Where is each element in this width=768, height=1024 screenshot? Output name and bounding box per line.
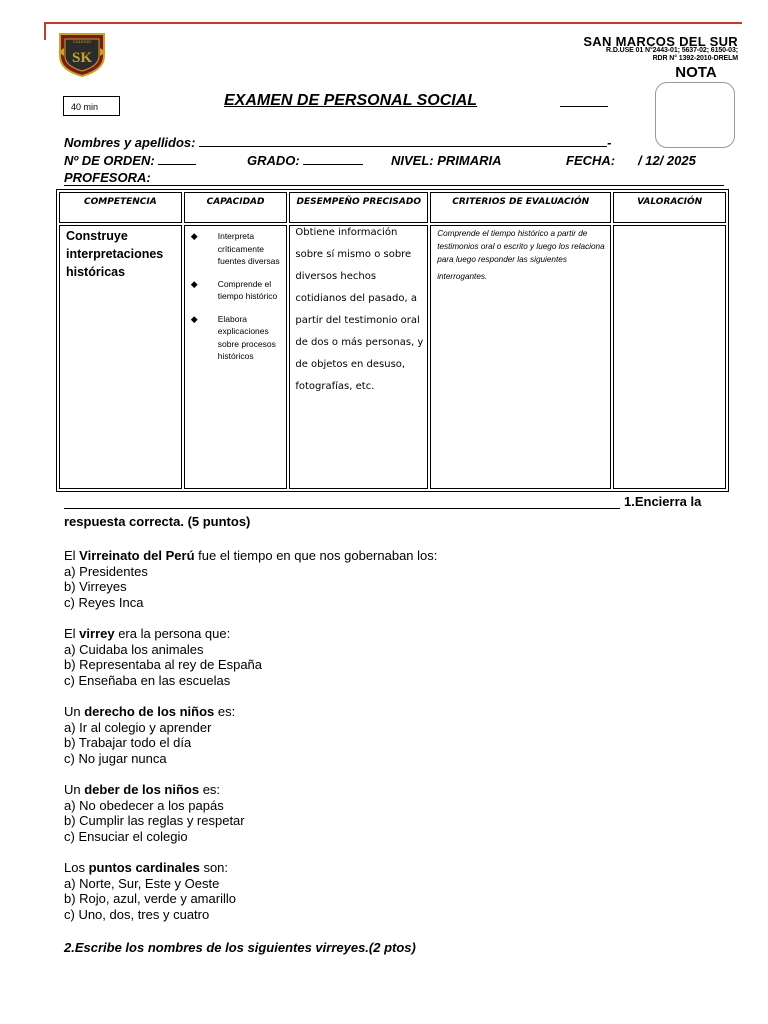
question-item bbox=[64, 860, 704, 922]
section1-title: 1.Encierra la bbox=[624, 494, 702, 509]
school-name: SAN MARCOS DEL SUR bbox=[583, 34, 738, 49]
answer-option[interactable]: a) No obedecer a los papás bbox=[64, 797, 224, 813]
question-item bbox=[64, 548, 704, 610]
answer-option[interactable]: b) Rojo, azul, verde y amarillo bbox=[64, 891, 236, 906]
exam-title: EXAMEN DE PERSONAL SOCIAL bbox=[224, 92, 478, 109]
header-competencia: COMPETENCIA bbox=[59, 192, 182, 223]
time-box: 40 min bbox=[63, 96, 120, 116]
question-item bbox=[64, 782, 704, 844]
order-field[interactable] bbox=[64, 153, 196, 168]
title-underline bbox=[560, 106, 608, 107]
answer-option[interactable]: b) Cumplir las reglas y respetar bbox=[64, 813, 245, 828]
criterios-text: Comprende el tiempo histórico a partir de testimonios oral o escrito y luego los relaciona para luego responder las siguientes interrogantes. bbox=[437, 229, 605, 282]
teacher-label: PROFESORA: bbox=[64, 170, 151, 185]
criterios-cell bbox=[430, 225, 611, 489]
grade-box[interactable] bbox=[655, 82, 735, 148]
header-capacidad: CAPACIDAD bbox=[184, 192, 288, 223]
grade-label: NOTA bbox=[675, 64, 717, 81]
answer-option[interactable]: c) Uno, dos, tres y cuatro bbox=[64, 906, 210, 922]
competencia-text: Construye interpretaciones históricas bbox=[66, 229, 164, 279]
name-label: Nombres y apellidos: bbox=[64, 135, 196, 150]
header-valoracion: VALORACIÓN bbox=[613, 192, 726, 223]
answer-option[interactable]: b) Virreyes bbox=[64, 579, 127, 594]
diamond-bullet-icon: ◆ bbox=[190, 278, 198, 289]
logo-caption: COLEGIO bbox=[72, 39, 92, 44]
capacidad-item: ◆ Elabora explicaciones sobre procesos históricos bbox=[190, 313, 276, 361]
date-label: FECHA: bbox=[566, 153, 616, 168]
diamond-bullet-icon: ◆ bbox=[190, 231, 198, 241]
answer-option[interactable]: c) No jugar nunca bbox=[64, 750, 167, 766]
question-list bbox=[64, 548, 704, 938]
capacidad-item: ◆ Interpreta críticamente fuentes diversas bbox=[190, 231, 280, 266]
section-divider bbox=[64, 508, 620, 509]
logo-monogram: SK bbox=[71, 50, 93, 66]
question-stem: Los puntos cardinales son: bbox=[64, 860, 229, 875]
school-resolution-line-2: RDR N° 1392-2010-DRELM bbox=[652, 55, 738, 62]
section2-title: 2.Escribe los nombres de los siguientes virreyes.(2 ptos) bbox=[64, 940, 416, 955]
desempeno-text: Obtiene información sobre sí mismo o sobre diversos hechos cotidianos del pasado, a partir del testimonio oral de dos o más personas, y de objetos en desuso, fotografías, etc. bbox=[295, 227, 424, 392]
name-field[interactable]: Nombres y apellidos: - bbox=[64, 135, 612, 150]
name-blank[interactable] bbox=[199, 135, 607, 147]
order-label: Nº DE ORDEN: bbox=[64, 153, 155, 168]
question-stem: El Virreinato del Perú fue el tiempo en que nos gobernaban los: bbox=[64, 548, 438, 563]
capacidad-cell bbox=[184, 225, 288, 489]
answer-option[interactable]: a) Norte, Sur, Este y Oeste bbox=[64, 875, 220, 891]
answer-option[interactable]: a) Presidentes bbox=[64, 563, 148, 579]
desempeno-cell bbox=[289, 225, 428, 489]
header-rule bbox=[44, 22, 742, 24]
competencia-cell bbox=[59, 225, 182, 489]
school-resolution bbox=[548, 47, 738, 63]
grade-level-field[interactable] bbox=[247, 153, 363, 168]
school-resolution-line-1: R.D.USE 01 N°2443-01; 5637-02; 6150-03; bbox=[606, 47, 738, 54]
capacidad-item: ◆ Comprende el tiempo histórico bbox=[190, 278, 278, 301]
answer-option[interactable]: a) Cuidaba los animales bbox=[64, 641, 204, 657]
capacidad-list bbox=[185, 226, 287, 363]
grado-blank[interactable] bbox=[303, 153, 363, 165]
level-label: NIVEL: PRIMARIA bbox=[391, 153, 502, 168]
answer-option[interactable]: c) Reyes Inca bbox=[64, 594, 144, 610]
school-logo bbox=[56, 30, 108, 78]
question-stem: Un derecho de los niños es: bbox=[64, 704, 236, 719]
rubric-row bbox=[59, 225, 726, 489]
order-blank[interactable] bbox=[158, 153, 196, 165]
diamond-bullet-icon: ◆ bbox=[190, 313, 198, 324]
answer-option[interactable]: b) Representaba al rey de España bbox=[64, 657, 263, 672]
grado-label: GRADO: bbox=[247, 153, 300, 168]
header-criterios: CRITERIOS DE EVALUACIÓN bbox=[430, 192, 611, 223]
answer-option[interactable]: c) Ensuciar el colegio bbox=[64, 828, 188, 844]
answer-option[interactable]: b) Trabajar todo el día bbox=[64, 735, 192, 750]
date-value: / 12/ 2025 bbox=[638, 153, 696, 168]
question-item bbox=[64, 626, 704, 688]
header-desempeno: DESEMPEÑO PRECISADO bbox=[289, 192, 428, 223]
section1-subtitle: respuesta correcta. (5 puntos) bbox=[64, 514, 251, 529]
header-rule-corner bbox=[44, 22, 46, 40]
answer-option[interactable]: c) Enseñaba en las escuelas bbox=[64, 672, 231, 688]
teacher-line bbox=[64, 185, 724, 186]
valoracion-cell[interactable] bbox=[613, 225, 726, 489]
question-stem: Un deber de los niños es: bbox=[64, 782, 221, 797]
question-stem: El virrey era la persona que: bbox=[64, 626, 231, 641]
rubric-header-row bbox=[59, 192, 726, 223]
answer-option[interactable]: a) Ir al colegio y aprender bbox=[64, 719, 212, 735]
question-item bbox=[64, 704, 704, 766]
rubric-table bbox=[56, 189, 729, 492]
